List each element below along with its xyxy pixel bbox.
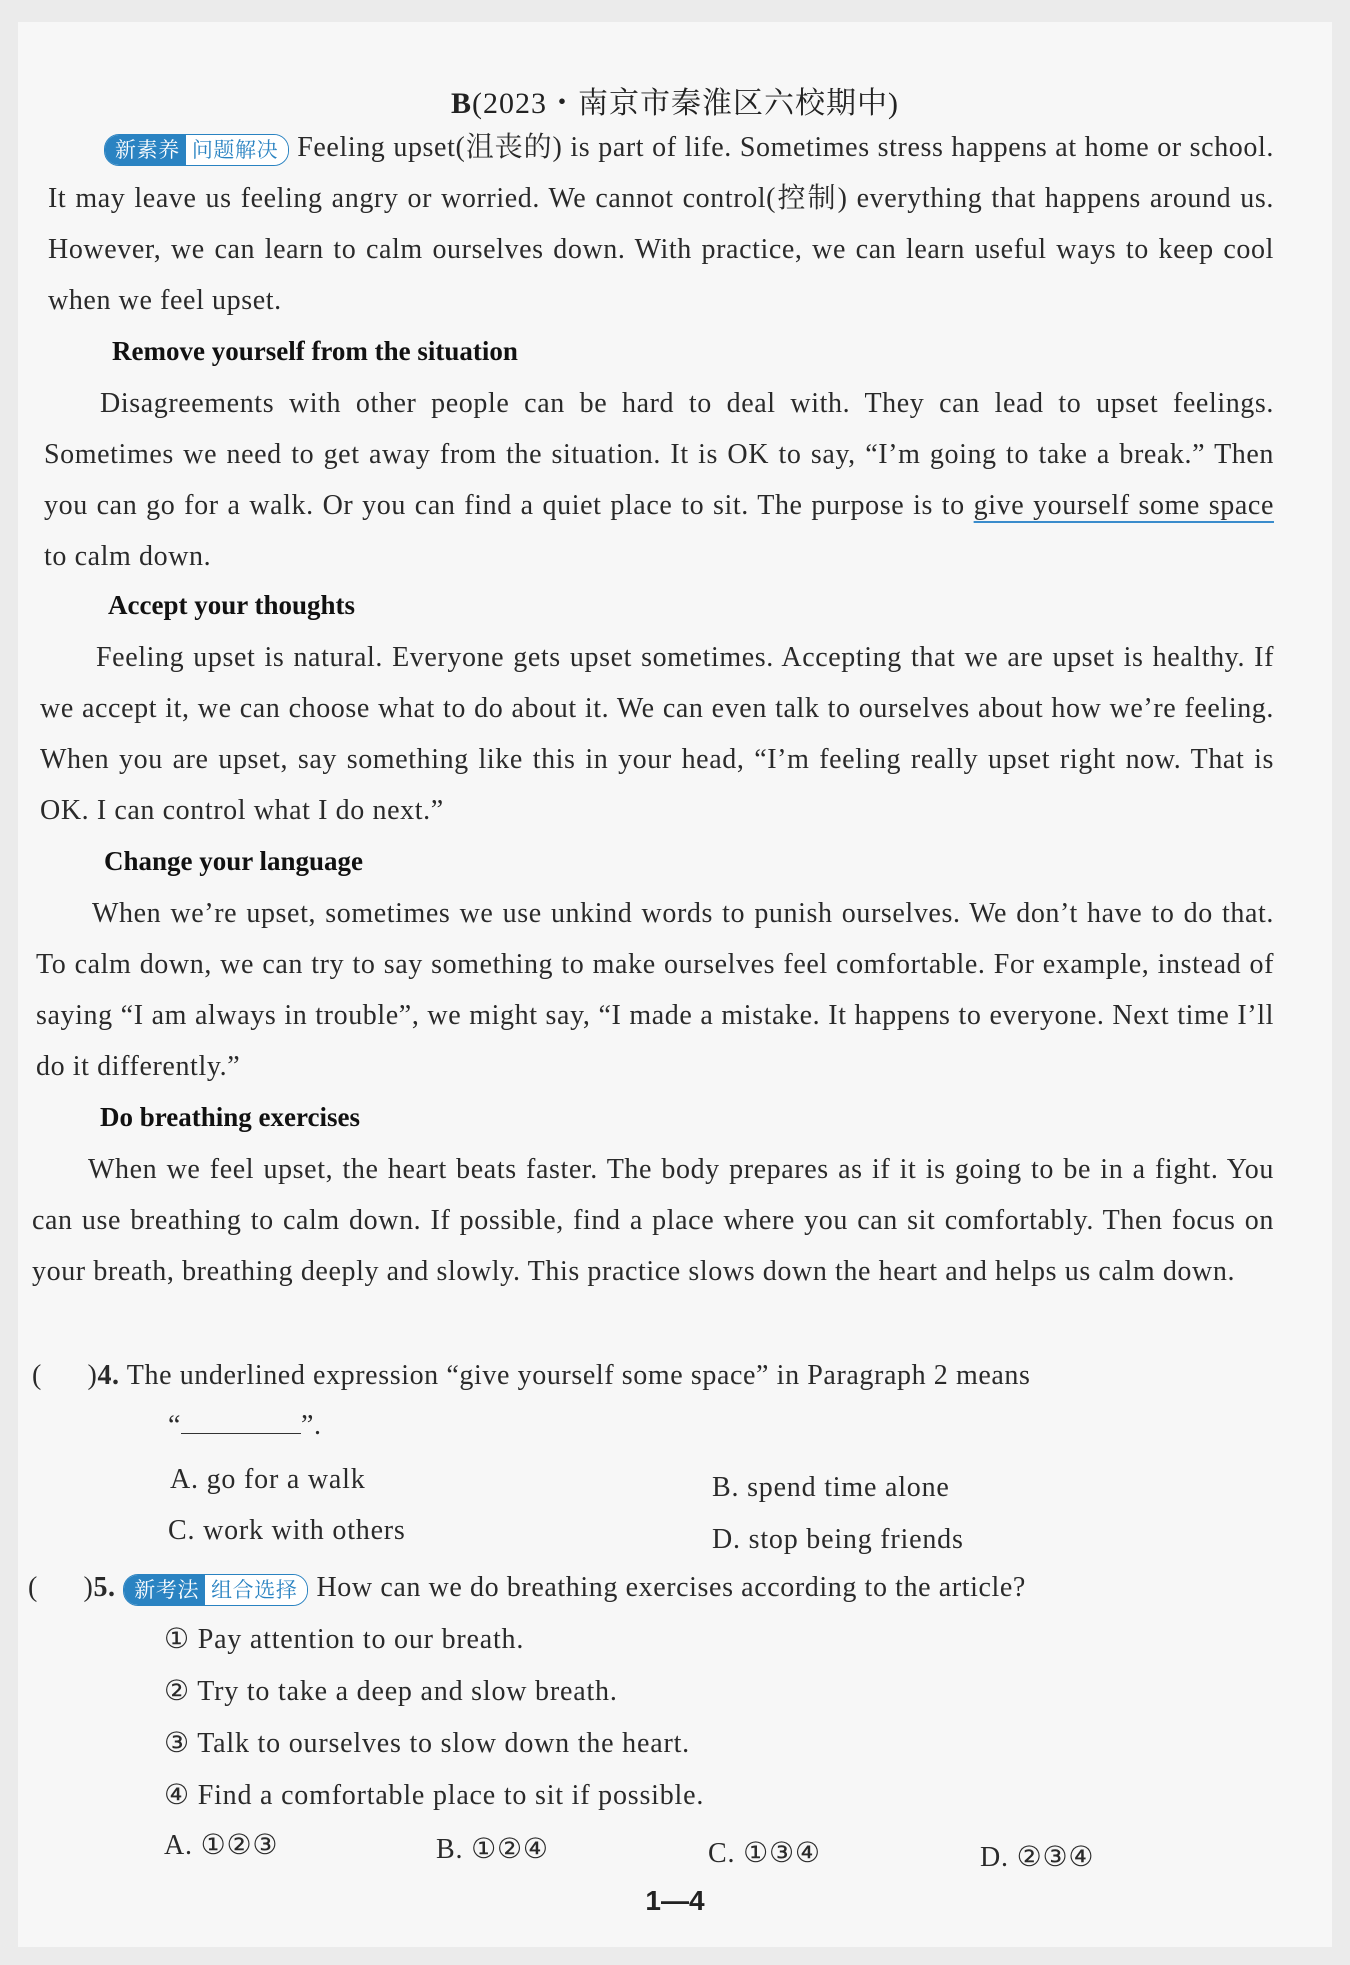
answer-blank — [181, 1411, 301, 1434]
intro-paragraph — [48, 122, 1274, 326]
underlined-expression: give yourself some space — [973, 490, 1274, 521]
new-literacy-tag: 新素养 问题解决 — [104, 134, 289, 166]
question-5 — [28, 1572, 1026, 1606]
intro-text: Feeling upset(沮丧的) is part of life. Sometimes stress happens at home or school. It may leave us feeling angry or worried. We cannot control(控制) everything that happens around us. However, we can learn to calm ourselves down. With practice, we can learn useful ways to keep cool when we feel upset. — [48, 132, 1274, 316]
q5-option-d[interactable]: D. ②③④ — [980, 1842, 1095, 1873]
q5-option-a[interactable]: A. ①②③ — [164, 1830, 279, 1861]
question-4 — [32, 1360, 1031, 1392]
q4-option-d[interactable]: D. stop being friends — [712, 1524, 964, 1555]
page-title — [0, 78, 1350, 122]
q4-option-c[interactable]: C. work with others — [168, 1515, 406, 1546]
q5-item-2: ② Try to take a deep and slow breath. — [164, 1676, 618, 1707]
q4-option-a[interactable]: A. go for a walk — [170, 1464, 366, 1495]
q5-item-4: ④ Find a comfortable place to sit if possible. — [164, 1780, 705, 1811]
q5-item-1: ① Pay attention to our breath. — [164, 1624, 525, 1655]
paragraph-change-language: When we’re upset, sometimes we use unkind words to punish ourselves. We don’t have to do that. To calm down, we can try to say something to make ourselves feel comfortable. For example, instead of saying “I am always in trouble”, we might say, “I made a mistake. It happens to everyone. Next time I’ll do it differently.” — [36, 898, 1274, 1082]
question-5-stem: How can we do breathing exercises according to the article? — [316, 1572, 1026, 1603]
heading-accept-thoughts: Accept your thoughts — [108, 590, 356, 620]
source-label: (2023・南京市秦淮区六校期中) — [472, 87, 899, 120]
q5-option-b[interactable]: B. ①②④ — [436, 1834, 549, 1865]
q5-item-3: ③ Talk to ourselves to slow down the heart. — [164, 1728, 690, 1759]
q5-option-c[interactable]: C. ①③④ — [708, 1838, 821, 1869]
heading-change-language: Change your language — [104, 846, 364, 876]
paragraph-accept-thoughts: Feeling upset is natural. Everyone gets upset sometimes. Accepting that we are upset is healthy. If we accept it, we can choose what to do about it. We can even talk to ourselves about how we’re feeling. When you are upset, say something like this in your head, “I’m feeling really upset right now. That is OK. I can control what I do next.” — [40, 642, 1274, 826]
question-number-5: 5. — [93, 1572, 116, 1603]
heading-remove-yourself: Remove yourself from the situation — [112, 336, 518, 366]
page-number: 1—4 — [645, 1885, 705, 1916]
question-number-4: 4. — [97, 1360, 120, 1391]
question-4-stem: The underlined expression “give yourself some space” in Paragraph 2 means — [126, 1360, 1031, 1391]
q4-option-b[interactable]: B. spend time alone — [712, 1472, 950, 1503]
question-4-blank-line: “ ”. — [168, 1410, 322, 1441]
new-method-tag: 新考法 组合选择 — [123, 1574, 308, 1606]
paragraph-breathing-exercises: When we feel upset, the heart beats faster. The body prepares as if it is going to be in a fight. You can use breathing to calm down. If possible, find a place where you can sit comfortably. Then focus on your breath, breathing deeply and slowly. This practice slows down the heart and helps us calm down. — [32, 1154, 1274, 1287]
answer-paren-4[interactable]: ( ) — [32, 1360, 98, 1391]
section-letter: B — [451, 87, 473, 120]
paragraph-remove-yourself: Disagreements with other people can be hard to deal with. They can lead to upset feelings. Sometimes we need to get away from the situation. It is OK to say, “I’m going to take a break.” Then you can go for a walk. Or you can find a quiet place to sit. The purpose is to give yourself some space to calm down. — [44, 388, 1274, 572]
answer-paren-5[interactable]: ( ) — [28, 1572, 94, 1603]
heading-breathing-exercises: Do breathing exercises — [100, 1102, 360, 1132]
